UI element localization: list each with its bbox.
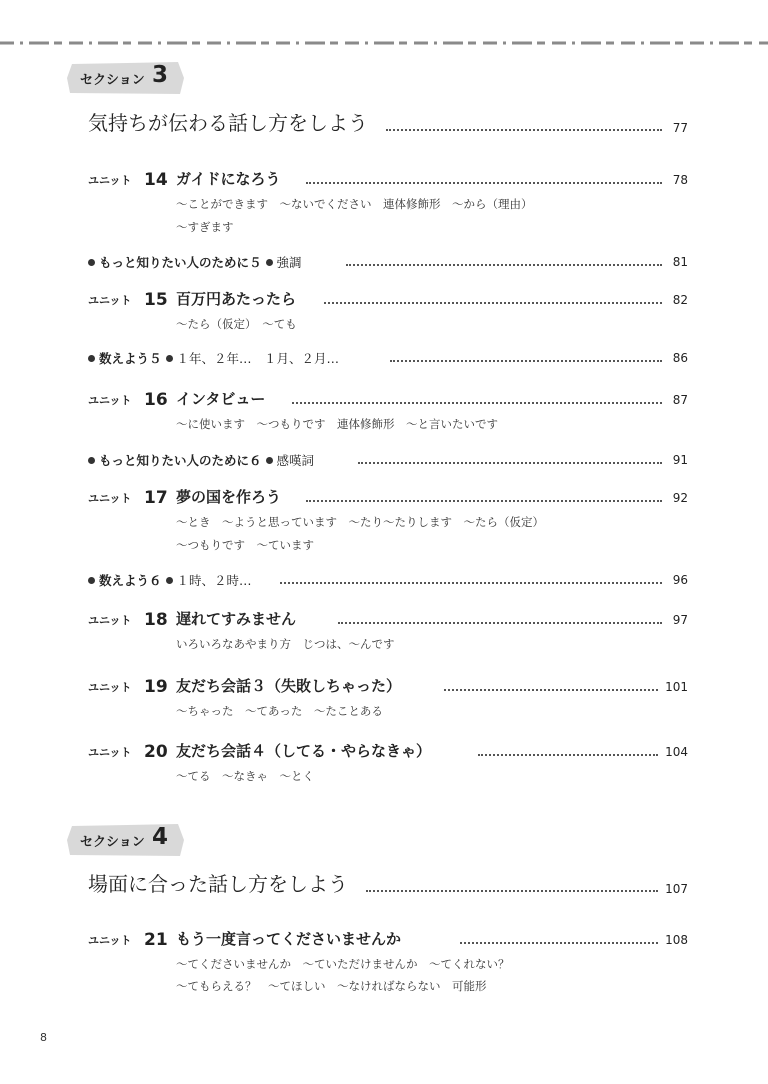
unit-label: ユニット bbox=[88, 614, 132, 627]
unit-label: ユニット bbox=[88, 174, 132, 187]
section-badge-4 bbox=[66, 822, 186, 858]
bullet-dot bbox=[266, 259, 273, 266]
unit-title: 友だち会話３（失敗しちゃった） bbox=[176, 677, 402, 695]
section-title: 気持ちが伝わる話し方をしよう bbox=[88, 111, 368, 135]
toc-extra-more-6[interactable] bbox=[88, 446, 688, 470]
page-ref: 96 bbox=[672, 573, 688, 587]
leader-dots bbox=[444, 689, 658, 691]
unit-number: 14 bbox=[144, 170, 168, 190]
unit-subtopics: ～に使います ～つもりです 連体修飾形 ～と言いたいです bbox=[176, 417, 498, 431]
toc-unit-21[interactable] bbox=[88, 926, 688, 950]
leader-dots bbox=[366, 890, 658, 892]
bullet-dot bbox=[166, 355, 173, 362]
section-number: 3 bbox=[152, 62, 169, 88]
extra-topic: 感嘆詞 bbox=[276, 453, 315, 468]
unit-label: ユニット bbox=[88, 681, 132, 694]
page-ref: 104 bbox=[665, 745, 688, 759]
toc-extra-more-5[interactable] bbox=[88, 248, 688, 272]
leader-dots bbox=[306, 500, 662, 502]
extra-title: もっと知りたい人のために６ bbox=[99, 453, 262, 468]
unit-subtopics: ～とき ～ようと思っています ～たり～たりします ～たら（仮定） bbox=[176, 515, 544, 529]
extra-topic: １年、２年… １月、２月… bbox=[176, 351, 340, 366]
page-ref: 92 bbox=[672, 491, 688, 505]
leader-dots bbox=[478, 754, 658, 756]
unit-title: ガイドになろう bbox=[176, 170, 281, 188]
extra-title: 数えよう６ bbox=[99, 573, 162, 588]
unit-subtopics: ～てる ～なきゃ ～とく bbox=[176, 769, 314, 783]
section-title-row-4[interactable] bbox=[88, 867, 688, 901]
unit-label: ユニット bbox=[88, 294, 132, 307]
unit-label: ユニット bbox=[88, 492, 132, 505]
unit-title: インタビュー bbox=[176, 390, 266, 408]
bullet-dot bbox=[88, 259, 95, 266]
extra-entry bbox=[88, 451, 314, 469]
unit-number: 21 bbox=[144, 930, 168, 950]
leader-dots bbox=[460, 942, 658, 944]
leader-dots bbox=[338, 622, 662, 624]
section-title-row-3[interactable] bbox=[88, 106, 688, 140]
unit-subtopics: ～たら（仮定） ～ても bbox=[176, 317, 297, 331]
unit-number: 18 bbox=[144, 610, 168, 630]
leader-dots bbox=[306, 182, 662, 184]
bullet-dot bbox=[266, 457, 273, 464]
unit-title: 百万円あたったら bbox=[176, 290, 297, 308]
page-ref: 101 bbox=[665, 680, 688, 694]
unit-number: 19 bbox=[144, 677, 168, 697]
extra-entry bbox=[88, 349, 339, 367]
toc-unit-18[interactable] bbox=[88, 606, 688, 630]
leader-dots bbox=[386, 129, 662, 131]
unit-label: ユニット bbox=[88, 394, 132, 407]
section-label: セクション bbox=[80, 835, 145, 850]
unit-subtopics: ～てもらえる？ ～てほしい ～なければならない 可能形 bbox=[176, 979, 487, 993]
extra-title: もっと知りたい人のために５ bbox=[99, 255, 262, 270]
section-number: 4 bbox=[152, 824, 169, 850]
unit-subtopics: ～ちゃった ～てあった ～たことある bbox=[176, 704, 383, 718]
extra-topic: １時、２時… bbox=[176, 573, 252, 588]
leader-dots bbox=[292, 402, 662, 404]
unit-title: 友だち会話４（してる・やらなきゃ） bbox=[176, 742, 432, 760]
toc-unit-15[interactable] bbox=[88, 286, 688, 310]
unit-label: ユニット bbox=[88, 746, 132, 759]
leader-dots bbox=[280, 582, 662, 584]
extra-topic: 強調 bbox=[276, 255, 302, 270]
leader-dots bbox=[390, 360, 662, 362]
toc-unit-17[interactable] bbox=[88, 484, 688, 508]
toc-unit-19[interactable] bbox=[88, 673, 688, 697]
toc-unit-16[interactable] bbox=[88, 386, 688, 410]
unit-title: もう一度言ってくださいませんか bbox=[176, 930, 402, 948]
page-ref: 91 bbox=[672, 453, 688, 467]
unit-label: ユニット bbox=[88, 934, 132, 947]
section-title: 場面に合った話し方をしよう bbox=[88, 872, 348, 896]
extra-title: 数えよう５ bbox=[99, 351, 162, 366]
bullet-dot bbox=[88, 457, 95, 464]
page-ref: 107 bbox=[665, 882, 688, 896]
bullet-dot bbox=[88, 577, 95, 584]
toc-extra-count-6[interactable] bbox=[88, 566, 688, 590]
unit-subtopics: いろいろなあやまり方 じつは、～んです bbox=[176, 637, 395, 651]
unit-subtopics: ～つもりです ～ています bbox=[176, 538, 314, 552]
toc-extra-count-5[interactable] bbox=[88, 344, 688, 368]
page-ref: 82 bbox=[672, 293, 688, 307]
toc-unit-14[interactable] bbox=[88, 166, 688, 190]
page-ref: 97 bbox=[672, 613, 688, 627]
section-badge-3 bbox=[66, 60, 186, 96]
top-dashed-border bbox=[0, 38, 768, 48]
page-ref: 87 bbox=[672, 393, 688, 407]
page-number: 8 bbox=[40, 1031, 47, 1044]
unit-number: 17 bbox=[144, 488, 168, 508]
leader-dots bbox=[324, 302, 662, 304]
unit-subtopics: ～てくださいませんか ～ていただけませんか ～てくれない？ bbox=[176, 957, 510, 971]
leader-dots bbox=[358, 462, 662, 464]
bullet-dot bbox=[88, 355, 95, 362]
page-ref: 108 bbox=[665, 933, 688, 947]
extra-entry bbox=[88, 253, 302, 271]
unit-title: 夢の国を作ろう bbox=[176, 488, 282, 506]
toc-unit-20[interactable] bbox=[88, 738, 688, 762]
unit-number: 15 bbox=[144, 290, 168, 310]
section-label: セクション bbox=[80, 73, 145, 88]
page-ref: 81 bbox=[672, 255, 688, 269]
page-ref: 86 bbox=[672, 351, 688, 365]
unit-subtopics: ～すぎます bbox=[176, 220, 234, 234]
unit-subtopics: ～ことができます ～ないでください 連体修飾形 ～から（理由） bbox=[176, 197, 533, 211]
bullet-dot bbox=[166, 577, 173, 584]
extra-entry bbox=[88, 571, 252, 589]
unit-title: 遅れてすみません bbox=[176, 610, 297, 628]
leader-dots bbox=[346, 264, 662, 266]
page-ref: 78 bbox=[672, 173, 688, 187]
page-ref: 77 bbox=[672, 121, 688, 135]
unit-number: 16 bbox=[144, 390, 168, 410]
unit-number: 20 bbox=[144, 742, 168, 762]
